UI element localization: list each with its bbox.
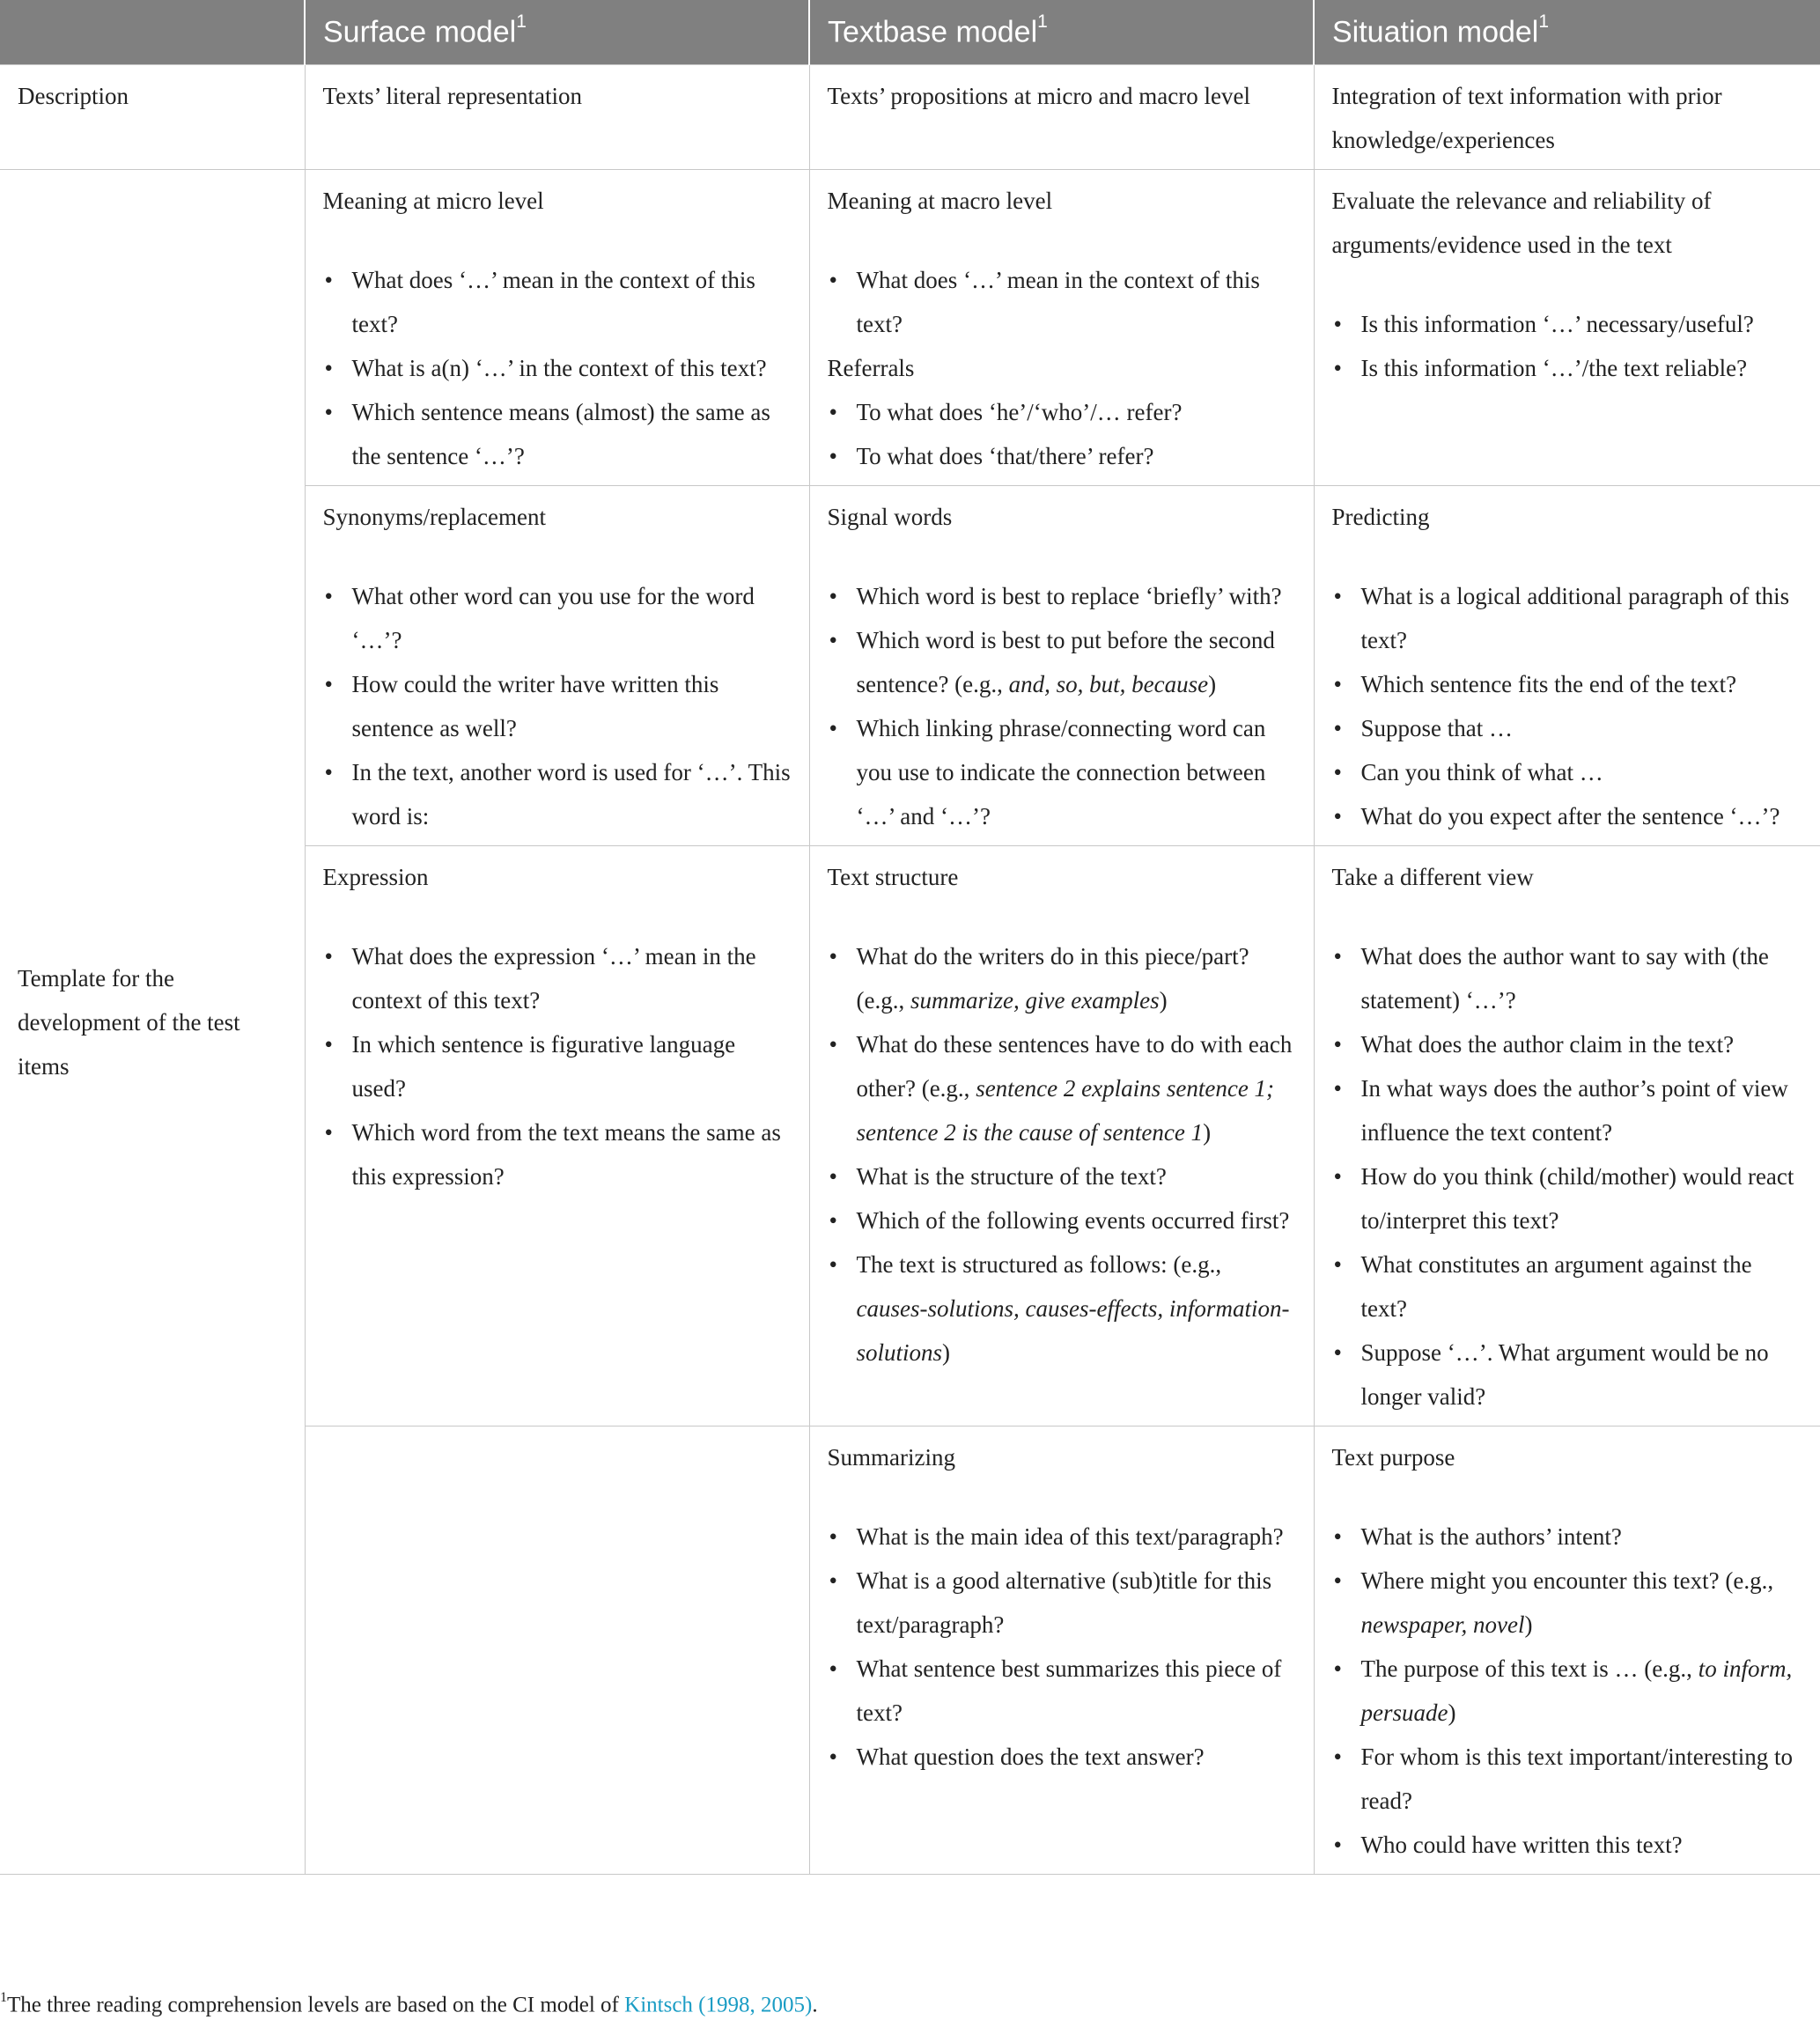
list-item: • To what does ‘he’/‘who’/… refer?: [828, 390, 1296, 434]
category-title: Synonyms/replacement: [322, 503, 546, 530]
question-list: [828, 934, 1296, 1375]
cell-meaning-macro: [809, 169, 1314, 485]
list-item: • Suppose that …: [1332, 706, 1803, 750]
list-item: • How could the writer have written this sentence as well?: [323, 662, 792, 750]
list-item: • To what does ‘that/there’ refer?: [828, 434, 1296, 478]
list-item: • What does the author claim in the text?: [1332, 1022, 1803, 1066]
cell-predicting: [1314, 485, 1820, 845]
list-item: • In what ways does the author’s point of view influence the text content?: [1332, 1066, 1803, 1154]
list-item: • Which sentence means (almost) the same as the sentence ‘…’?: [323, 390, 792, 478]
cell-expression: [305, 845, 809, 1426]
list-item: • Which word is best to replace ‘briefly’ with?: [828, 574, 1296, 618]
cell-evaluate-relevance: [1314, 169, 1820, 485]
question-list: [828, 258, 1296, 346]
description-textbase: Texts’ propositions at micro and macro level: [809, 64, 1314, 169]
list-item: • What constitutes an argument against the text?: [1332, 1242, 1803, 1331]
question-list: [1332, 302, 1803, 390]
footnote-end: .: [812, 1993, 818, 2017]
list-item: • What is a logical additional paragraph of this text?: [1332, 574, 1803, 662]
question-list: [323, 574, 792, 838]
cell-different-view: [1314, 845, 1820, 1426]
list-item: • What question does the text answer?: [828, 1735, 1296, 1779]
category-title: Meaning at macro level: [827, 187, 1053, 214]
description-row: [0, 64, 1820, 169]
question-list: [1332, 1515, 1803, 1867]
list-item: • What is the main idea of this text/paragraph?: [828, 1515, 1296, 1559]
list-item: • The purpose of this text is … (e.g., to inform, persuade): [1332, 1647, 1803, 1735]
header-empty: [0, 0, 305, 64]
list-item: • Suppose ‘…’. What argument would be no longer valid?: [1332, 1331, 1803, 1419]
list-item: • What sentence best summarizes this piece of text?: [828, 1647, 1296, 1735]
category-title: Predicting: [1331, 503, 1430, 530]
list-item: • What is the structure of the text?: [828, 1154, 1296, 1198]
question-list: [323, 258, 792, 478]
template-label: Template for the development of the test items: [0, 169, 305, 1874]
cell-signal-words: [809, 485, 1314, 845]
cell-surface-empty: [305, 1426, 809, 1874]
header-row: [0, 0, 1820, 64]
category-title: Text purpose: [1331, 1443, 1455, 1471]
list-item: • Is this information ‘…’ necessary/useful?: [1332, 302, 1803, 346]
category-title: Meaning at micro level: [322, 187, 544, 214]
list-item: • In the text, another word is used for ‘…’. This word is:: [323, 750, 792, 838]
table-footnote: [0, 1985, 1820, 2020]
category-title: Expression: [322, 863, 429, 890]
question-list: [1332, 574, 1803, 838]
category-subtitle: Referrals: [827, 354, 915, 381]
header-textbase-model: Textbase model$^1$: [809, 0, 1314, 64]
category-title: Summarizing: [827, 1443, 955, 1471]
list-item: • Which word from the text means the same as this expression?: [323, 1110, 792, 1198]
category-title: Evaluate the relevance and reliability of arguments/evidence used in the text: [1331, 187, 1712, 258]
list-item: • What do the writers do in this piece/part? (e.g., summarize, give examples): [828, 934, 1296, 1022]
question-list: [828, 574, 1296, 838]
list-item: • What does the expression ‘…’ mean in the context of this text?: [323, 934, 792, 1022]
list-item: • In which sentence is figurative language used?: [323, 1022, 792, 1110]
description-label: Description: [0, 64, 305, 169]
question-list: [828, 1515, 1296, 1779]
list-item: • What do these sentences have to do with each other? (e.g., sentence 2 explains sentence 1; sentence 2 is the cause of sentence 1): [828, 1022, 1296, 1154]
list-item: • Which sentence fits the end of the text?: [1332, 662, 1803, 706]
cell-synonyms: [305, 485, 809, 845]
header-situation-model: Situation model$^1$: [1314, 0, 1820, 64]
question-list: [1332, 934, 1803, 1419]
cell-summarizing: [809, 1426, 1314, 1874]
category-title: Text structure: [827, 863, 959, 890]
citation-link[interactable]: Kintsch (1998, 2005): [624, 1993, 813, 2017]
list-item: • What is a(n) ‘…’ in the context of this text?: [323, 346, 792, 390]
category-title: Signal words: [827, 503, 953, 530]
question-list: [323, 934, 792, 1198]
list-item: • Who could have written this text?: [1332, 1823, 1803, 1867]
header-surface-model: Surface model$^1$: [305, 0, 809, 64]
footnote-text: The three reading comprehension levels are based on the CI model of: [7, 1993, 625, 2017]
question-list: [828, 390, 1296, 478]
cell-meaning-micro: [305, 169, 809, 485]
cell-text-structure: [809, 845, 1314, 1426]
description-situation: Integration of text information with prior knowledge/experiences: [1314, 64, 1820, 169]
list-item: • Where might you encounter this text? (e.g., newspaper, novel): [1332, 1559, 1803, 1647]
list-item: • What does ‘…’ mean in the context of this text?: [828, 258, 1296, 346]
list-item: • The text is structured as follows: (e.g., causes-solutions, causes-effects, information-solutions): [828, 1242, 1296, 1375]
list-item: • What does ‘…’ mean in the context of this text?: [323, 258, 792, 346]
list-item: • What is the authors’ intent?: [1332, 1515, 1803, 1559]
list-item: • Can you think of what …: [1332, 750, 1803, 794]
list-item: • How do you think (child/mother) would react to/interpret this text?: [1332, 1154, 1803, 1242]
template-row-1: [0, 169, 1820, 485]
list-item: • Which linking phrase/connecting word can you use to indicate the connection between ‘…’ and ‘…’?: [828, 706, 1296, 838]
list-item: • What is a good alternative (sub)title for this text/paragraph?: [828, 1559, 1296, 1647]
list-item: • What do you expect after the sentence ‘…’?: [1332, 794, 1803, 838]
list-item: • Is this information ‘…’/the text reliable?: [1332, 346, 1803, 390]
list-item: • Which of the following events occurred first?: [828, 1198, 1296, 1242]
cell-text-purpose: [1314, 1426, 1820, 1874]
list-item: • Which word is best to put before the second sentence? (e.g., and, so, but, because): [828, 618, 1296, 706]
list-item: • For whom is this text important/interesting to read?: [1332, 1735, 1803, 1823]
footnote-marker: 1: [0, 1990, 7, 2005]
description-surface: Texts’ literal representation: [305, 64, 809, 169]
list-item: • What other word can you use for the word ‘…’?: [323, 574, 792, 662]
category-title: Take a different view: [1331, 863, 1534, 890]
list-item: • What does the author want to say with (the statement) ‘…’?: [1332, 934, 1803, 1022]
